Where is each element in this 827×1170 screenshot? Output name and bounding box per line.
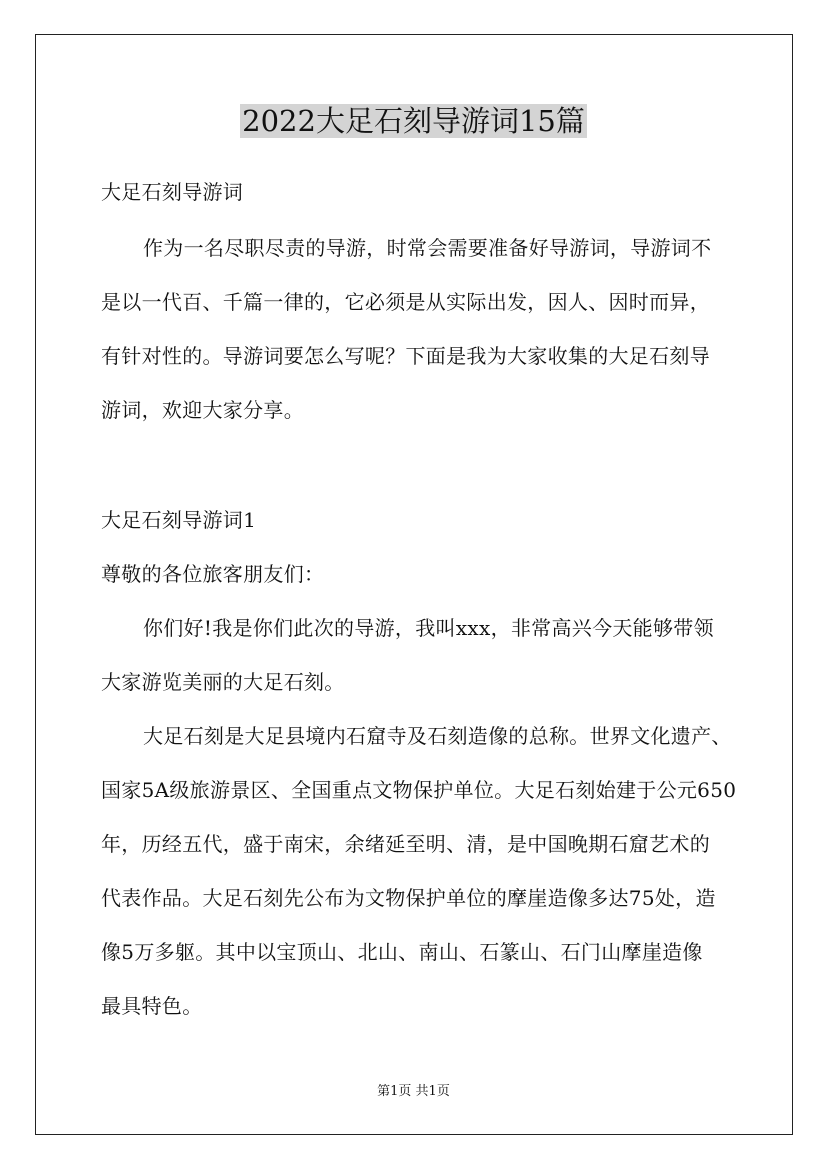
intro-heading: 大足石刻导游词 <box>101 180 244 204</box>
greeting: 尊敬的各位旅客朋友们： <box>101 562 325 586</box>
paragraph-line: 年，历经五代，盛于南宋，余绪延至明、清，是中国晚期石窟艺术的 <box>101 832 710 856</box>
page-footer: 第1页 共1页 <box>377 1084 450 1099</box>
paragraph-line: 最具特色。 <box>101 994 203 1018</box>
intro-line: 作为一名尽职尽责的导游，时常会需要准备好导游词，导游词不 <box>143 236 712 260</box>
paragraph-line: 你们好!我是你们此次的导游，我叫xxx，非常高兴今天能够带领 <box>143 616 714 640</box>
paragraph-line: 大家游览美丽的大足石刻。 <box>101 670 345 694</box>
section-heading: 大足石刻导游词1 <box>101 508 257 532</box>
paragraph-line: 代表作品。大足石刻先公布为文物保护单位的摩崖造像多达75处，造 <box>101 886 716 910</box>
intro-line: 有针对性的。导游词要怎么写呢？下面是我为大家收集的大足石刻导 <box>101 344 710 368</box>
paragraph-line: 像5万多躯。其中以宝顶山、北山、南山、石篆山、石门山摩崖造像 <box>101 940 703 964</box>
paragraph-line: 大足石刻是大足县境内石窟寺及石刻造像的总称。世界文化遗产、 <box>143 724 732 748</box>
intro-line: 是以一代百、千篇一律的，它必须是从实际出发，因人、因时而异， <box>101 290 710 314</box>
intro-line: 游词，欢迎大家分享。 <box>101 398 304 422</box>
document-title-text: 2022大足石刻导游词15篇 <box>242 104 585 138</box>
document-title <box>0 101 827 141</box>
paragraph-line: 国家5A级旅游景区、全国重点文物保护单位。大足石刻始建于公元650 <box>101 778 737 802</box>
